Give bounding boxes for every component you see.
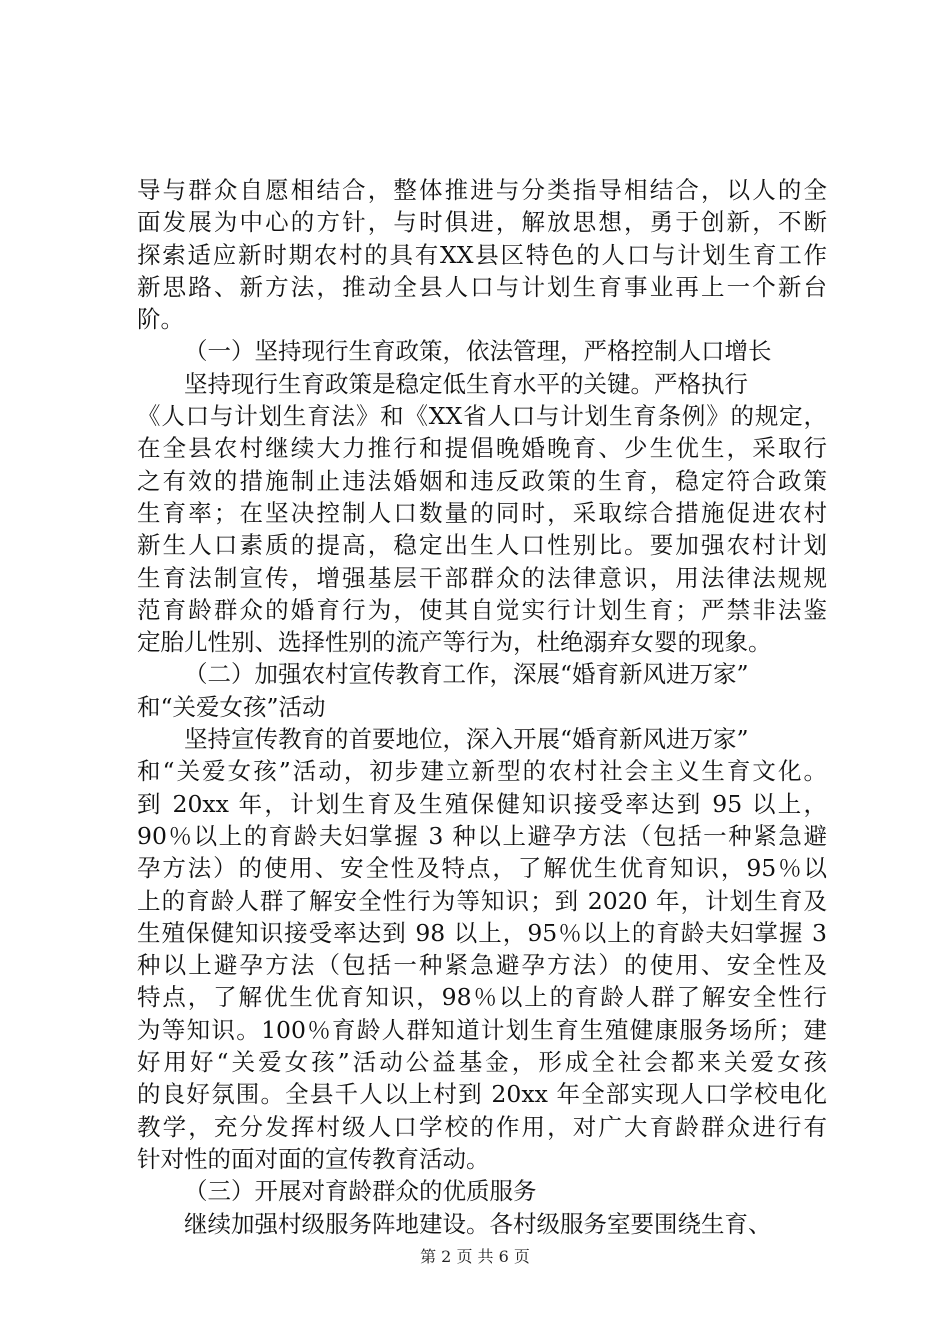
text-line: 《人口与计划生育法》和《XX省人口与计划生育条例》的规定， xyxy=(137,402,827,431)
body-text xyxy=(137,174,827,1240)
text-line: 坚持宣传教育的首要地位，深入开展“婚育新风进万家” xyxy=(184,725,749,754)
text-line: 生育率；在坚决控制人口数量的同时，采取综合措施促进农村 xyxy=(137,498,827,527)
text-line: 和“关爱女孩”活动 xyxy=(137,692,326,721)
text-line: 好用好“关爱女孩”活动公益基金，形成全社会都来关爱女孩 xyxy=(137,1048,827,1077)
text-line: 生殖保健知识接受率达到 98 以上，95％以上的育龄夫妇掌握 3 xyxy=(137,918,827,947)
text-line: 特点，了解优生优育知识，98％以上的育龄人群了解安全性行 xyxy=(137,983,827,1012)
text-line: 上的育龄人群了解安全性行为等知识；到 2020 年，计划生育及 xyxy=(137,886,827,915)
text-line: 坚持现行生育政策是稳定低生育水平的关键。严格执行 xyxy=(184,369,748,398)
text-line: （三）开展对育龄群众的优质服务 xyxy=(184,1177,537,1206)
text-line: 新思路、新方法，推动全县人口与计划生育事业再上一个新台 xyxy=(137,272,827,301)
text-line: 和“关爱女孩”活动，初步建立新型的农村社会主义生育文化。 xyxy=(137,757,827,786)
text-line: 教学，充分发挥村级人口学校的作用，对广大育龄群众进行有 xyxy=(137,1112,827,1141)
text-line: （一）坚持现行生育政策，依法管理，严格控制人口增长 xyxy=(184,337,772,366)
text-line: 面发展为中心的方针，与时俱进，解放思想，勇于创新，不断 xyxy=(137,208,827,237)
text-line: 孕方法）的使用、安全性及特点，了解优生优育知识，95％以 xyxy=(137,854,827,883)
text-line: 范育龄群众的婚育行为，使其自觉实行计划生育；严禁非法鉴 xyxy=(137,595,827,624)
text-line: 到 20xx 年，计划生育及生殖保健知识接受率达到 95 以上， xyxy=(137,789,827,818)
text-line: 新生人口素质的提高，稳定出生人口性别比。要加强农村计划 xyxy=(137,531,827,560)
text-line: 探索适应新时期农村的具有XX县区特色的人口与计划生育工作 xyxy=(137,240,827,269)
text-line: 90％以上的育龄夫妇掌握 3 种以上避孕方法（包括一种紧急避 xyxy=(137,821,827,850)
text-line: 在全县农村继续大力推行和提倡晚婚晚育、少生优生，采取行 xyxy=(137,434,827,463)
text-line: 阶。 xyxy=(137,305,184,334)
text-line: 生育法制宣传，增强基层干部群众的法律意识，用法律法规规 xyxy=(137,563,827,592)
text-line: 之有效的措施制止违法婚姻和违反政策的生育，稳定符合政策 xyxy=(137,466,827,495)
text-line: 种以上避孕方法（包括一种紧急避孕方法）的使用、安全性及 xyxy=(137,951,827,980)
page-number-footer: 第 2 页 共 6 页 xyxy=(420,1247,530,1266)
text-line: 为等知识。100％育龄人群知道计划生育生殖健康服务场所；建 xyxy=(137,1015,827,1044)
text-line: 导与群众自愿相结合，整体推进与分类指导相结合，以人的全 xyxy=(137,176,827,204)
text-line: 定胎儿性别、选择性别的流产等行为，杜绝溺弃女婴的现象。 xyxy=(137,628,772,657)
text-line: （二）加强农村宣传教育工作，深展“婚育新风进万家” xyxy=(184,660,749,689)
text-line: 继续加强村级服务阵地建设。各村级服务室要围绕生育、 xyxy=(184,1209,772,1238)
text-line: 的良好氛围。全县千人以上村到 20xx 年全部实现人口学校电化 xyxy=(137,1080,827,1109)
text-line: 针对性的面对面的宣传教育活动。 xyxy=(137,1144,490,1173)
